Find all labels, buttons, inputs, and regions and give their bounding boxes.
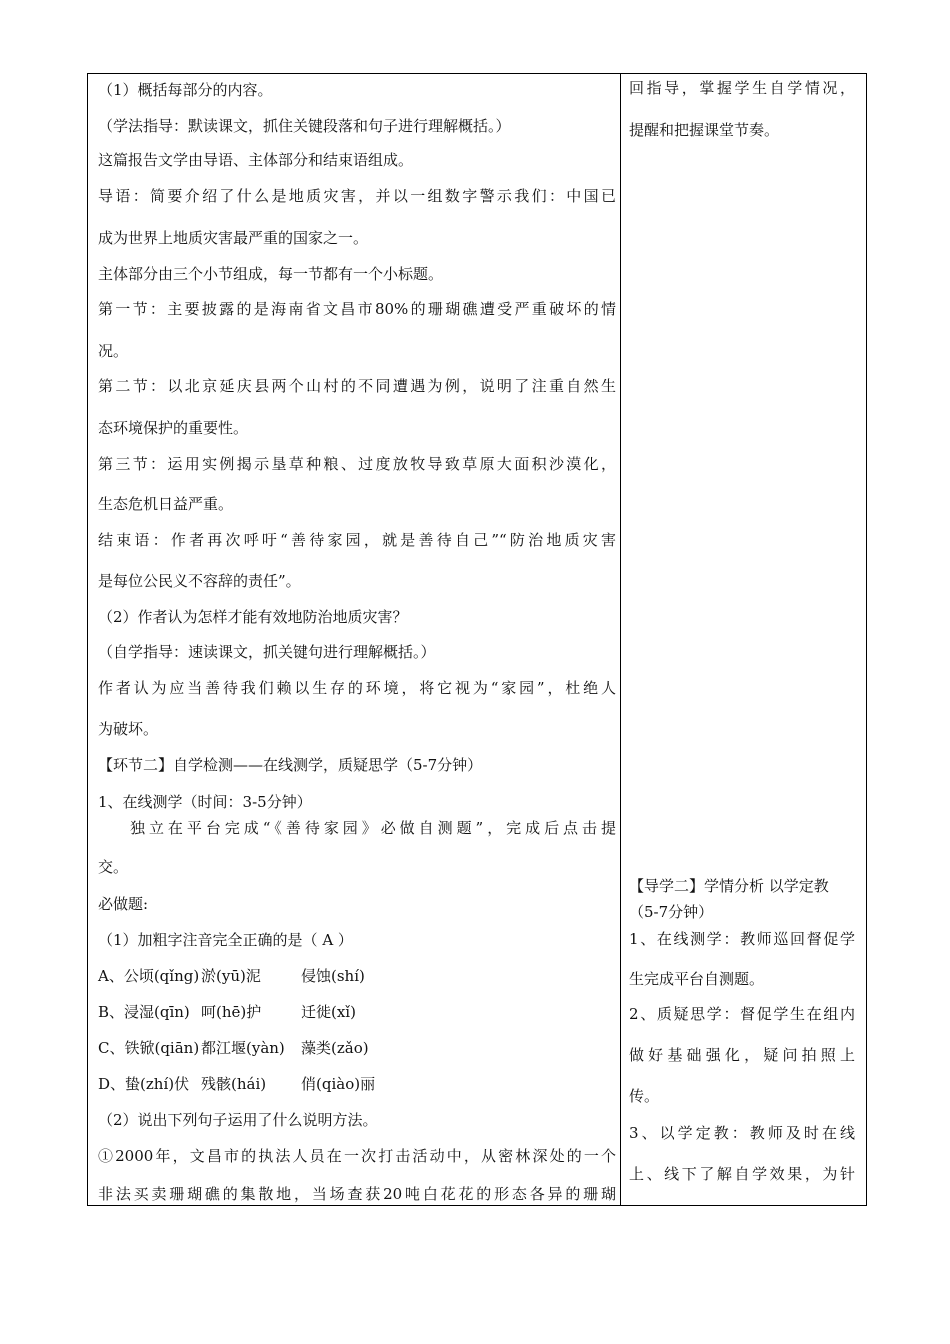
- online-test-heading: 1、在线测学（时间：3-5分钟）: [98, 793, 312, 811]
- guidance-line: 2、质疑思学：督促学生在组内: [629, 1005, 855, 1023]
- guidance-section-two-heading: 【导学二】学情分析 以学定教: [629, 877, 829, 895]
- text-line: 成为世界上地质灾害最严重的国家之一。: [98, 229, 369, 247]
- section-two-heading: 【环节二】自学检测——在线测学，质疑思学（5-7分钟）: [98, 756, 483, 774]
- guidance-line: 3、以学定教：教师及时在线: [629, 1124, 855, 1142]
- option-cell: 呵(hē)护: [201, 1003, 262, 1021]
- option-cell: D、蛰(zhí)伏: [98, 1075, 190, 1093]
- guidance-line: 做好基础强化，疑问拍照上: [629, 1046, 855, 1064]
- option-cell: 残骸(hái): [201, 1075, 267, 1093]
- summary-task-heading: （1）概括每部分的内容。: [98, 81, 273, 99]
- option-cell: 侵蚀(shí): [301, 967, 365, 985]
- guidance-time: （5-7分钟）: [629, 903, 714, 921]
- text-line: 第二节：以北京延庆县两个山村的不同遭遇为例，说明了注重自然生: [98, 377, 616, 395]
- text-line: 交。: [98, 858, 129, 876]
- question-2: （2）说出下列句子运用了什么说明方法。: [98, 1111, 378, 1129]
- text-line: 是每位公民义不容辞的责任”。: [98, 572, 301, 590]
- text-line: 作者认为应当善待我们赖以生存的环境，将它视为“家园”，杜绝人: [98, 679, 616, 697]
- text-line: 主体部分由三个小节组成，每一节都有一个小标题。: [98, 265, 444, 283]
- option-cell: B、浸湿(qīn): [98, 1003, 190, 1021]
- option-cell: 淤(yū)泥: [201, 967, 261, 985]
- text-line: 第三节：运用实例揭示垦草种粮、过度放牧导致草原大面积沙漠化，: [98, 455, 616, 473]
- guidance-line: 1、在线测学：教师巡回督促学: [629, 930, 855, 948]
- option-cell: A、公顷(qǐng): [98, 967, 200, 985]
- option-cell: 俏(qiào)丽: [301, 1075, 376, 1093]
- question-2-heading: （2）作者认为怎样才能有效地防治地质灾害？: [98, 608, 408, 626]
- text-line: 态环境保护的重要性。: [98, 419, 249, 437]
- text-line: 非法买卖珊瑚礁的集散地，当场查获20吨白花花的形态各异的珊瑚: [98, 1185, 616, 1203]
- text-line: 导语：简要介绍了什么是地质灾害，并以一组数字警示我们：中国已: [98, 187, 616, 205]
- option-a: [98, 966, 365, 986]
- text-line: 结束语：作者再次呼吁“善待家园，就是善待自己”“防治地质灾害: [98, 531, 616, 549]
- lesson-plan-table: [87, 73, 867, 1206]
- text-line: 这篇报告文学由导语、主体部分和结束语组成。: [98, 151, 414, 169]
- guidance-line: 传。: [629, 1087, 660, 1105]
- option-cell: C、铁锨(qiān): [98, 1039, 200, 1057]
- column-divider: [620, 74, 621, 1205]
- question-1: （1）加粗字注音完全正确的是（ A ）: [98, 931, 353, 949]
- guidance-line: 生完成平台自测题。: [629, 970, 765, 988]
- self-study-guide: （自学指导：速读课文，抓关键句进行理解概括。）: [98, 643, 436, 661]
- text-line: 生态危机日益严重。: [98, 495, 234, 513]
- guidance-line: 回指导，掌握学生自学情况，: [629, 79, 855, 97]
- text-line: ①2000年，文昌市的执法人员在一次打击活动中，从密林深处的一个: [98, 1147, 616, 1165]
- required-questions-label: 必做题:: [98, 895, 149, 913]
- option-cell: 都江堰(yàn): [201, 1039, 285, 1057]
- text-line: 第一节：主要披露的是海南省文昌市80%的珊瑚礁遭受严重破坏的情: [98, 300, 616, 318]
- option-b: [98, 1002, 356, 1022]
- guidance-line: 提醒和把握课堂节奏。: [629, 121, 780, 139]
- study-method-guide: （学法指导：默读课文，抓住关键段落和句子进行理解概括。）: [98, 117, 511, 135]
- option-cell: 藻类(zǎo): [301, 1039, 369, 1057]
- option-cell: 迁徙(xǐ): [301, 1003, 356, 1021]
- text-line: 况。: [98, 342, 129, 360]
- option-d: [98, 1074, 375, 1094]
- guidance-line: 上、线下了解自学效果，为针: [629, 1165, 855, 1183]
- option-c: [98, 1038, 369, 1058]
- text-line: 为破坏。: [98, 720, 159, 738]
- online-test-instruction: 独立在平台完成“《善待家园》必做自测题”，完成后点击提: [130, 819, 616, 837]
